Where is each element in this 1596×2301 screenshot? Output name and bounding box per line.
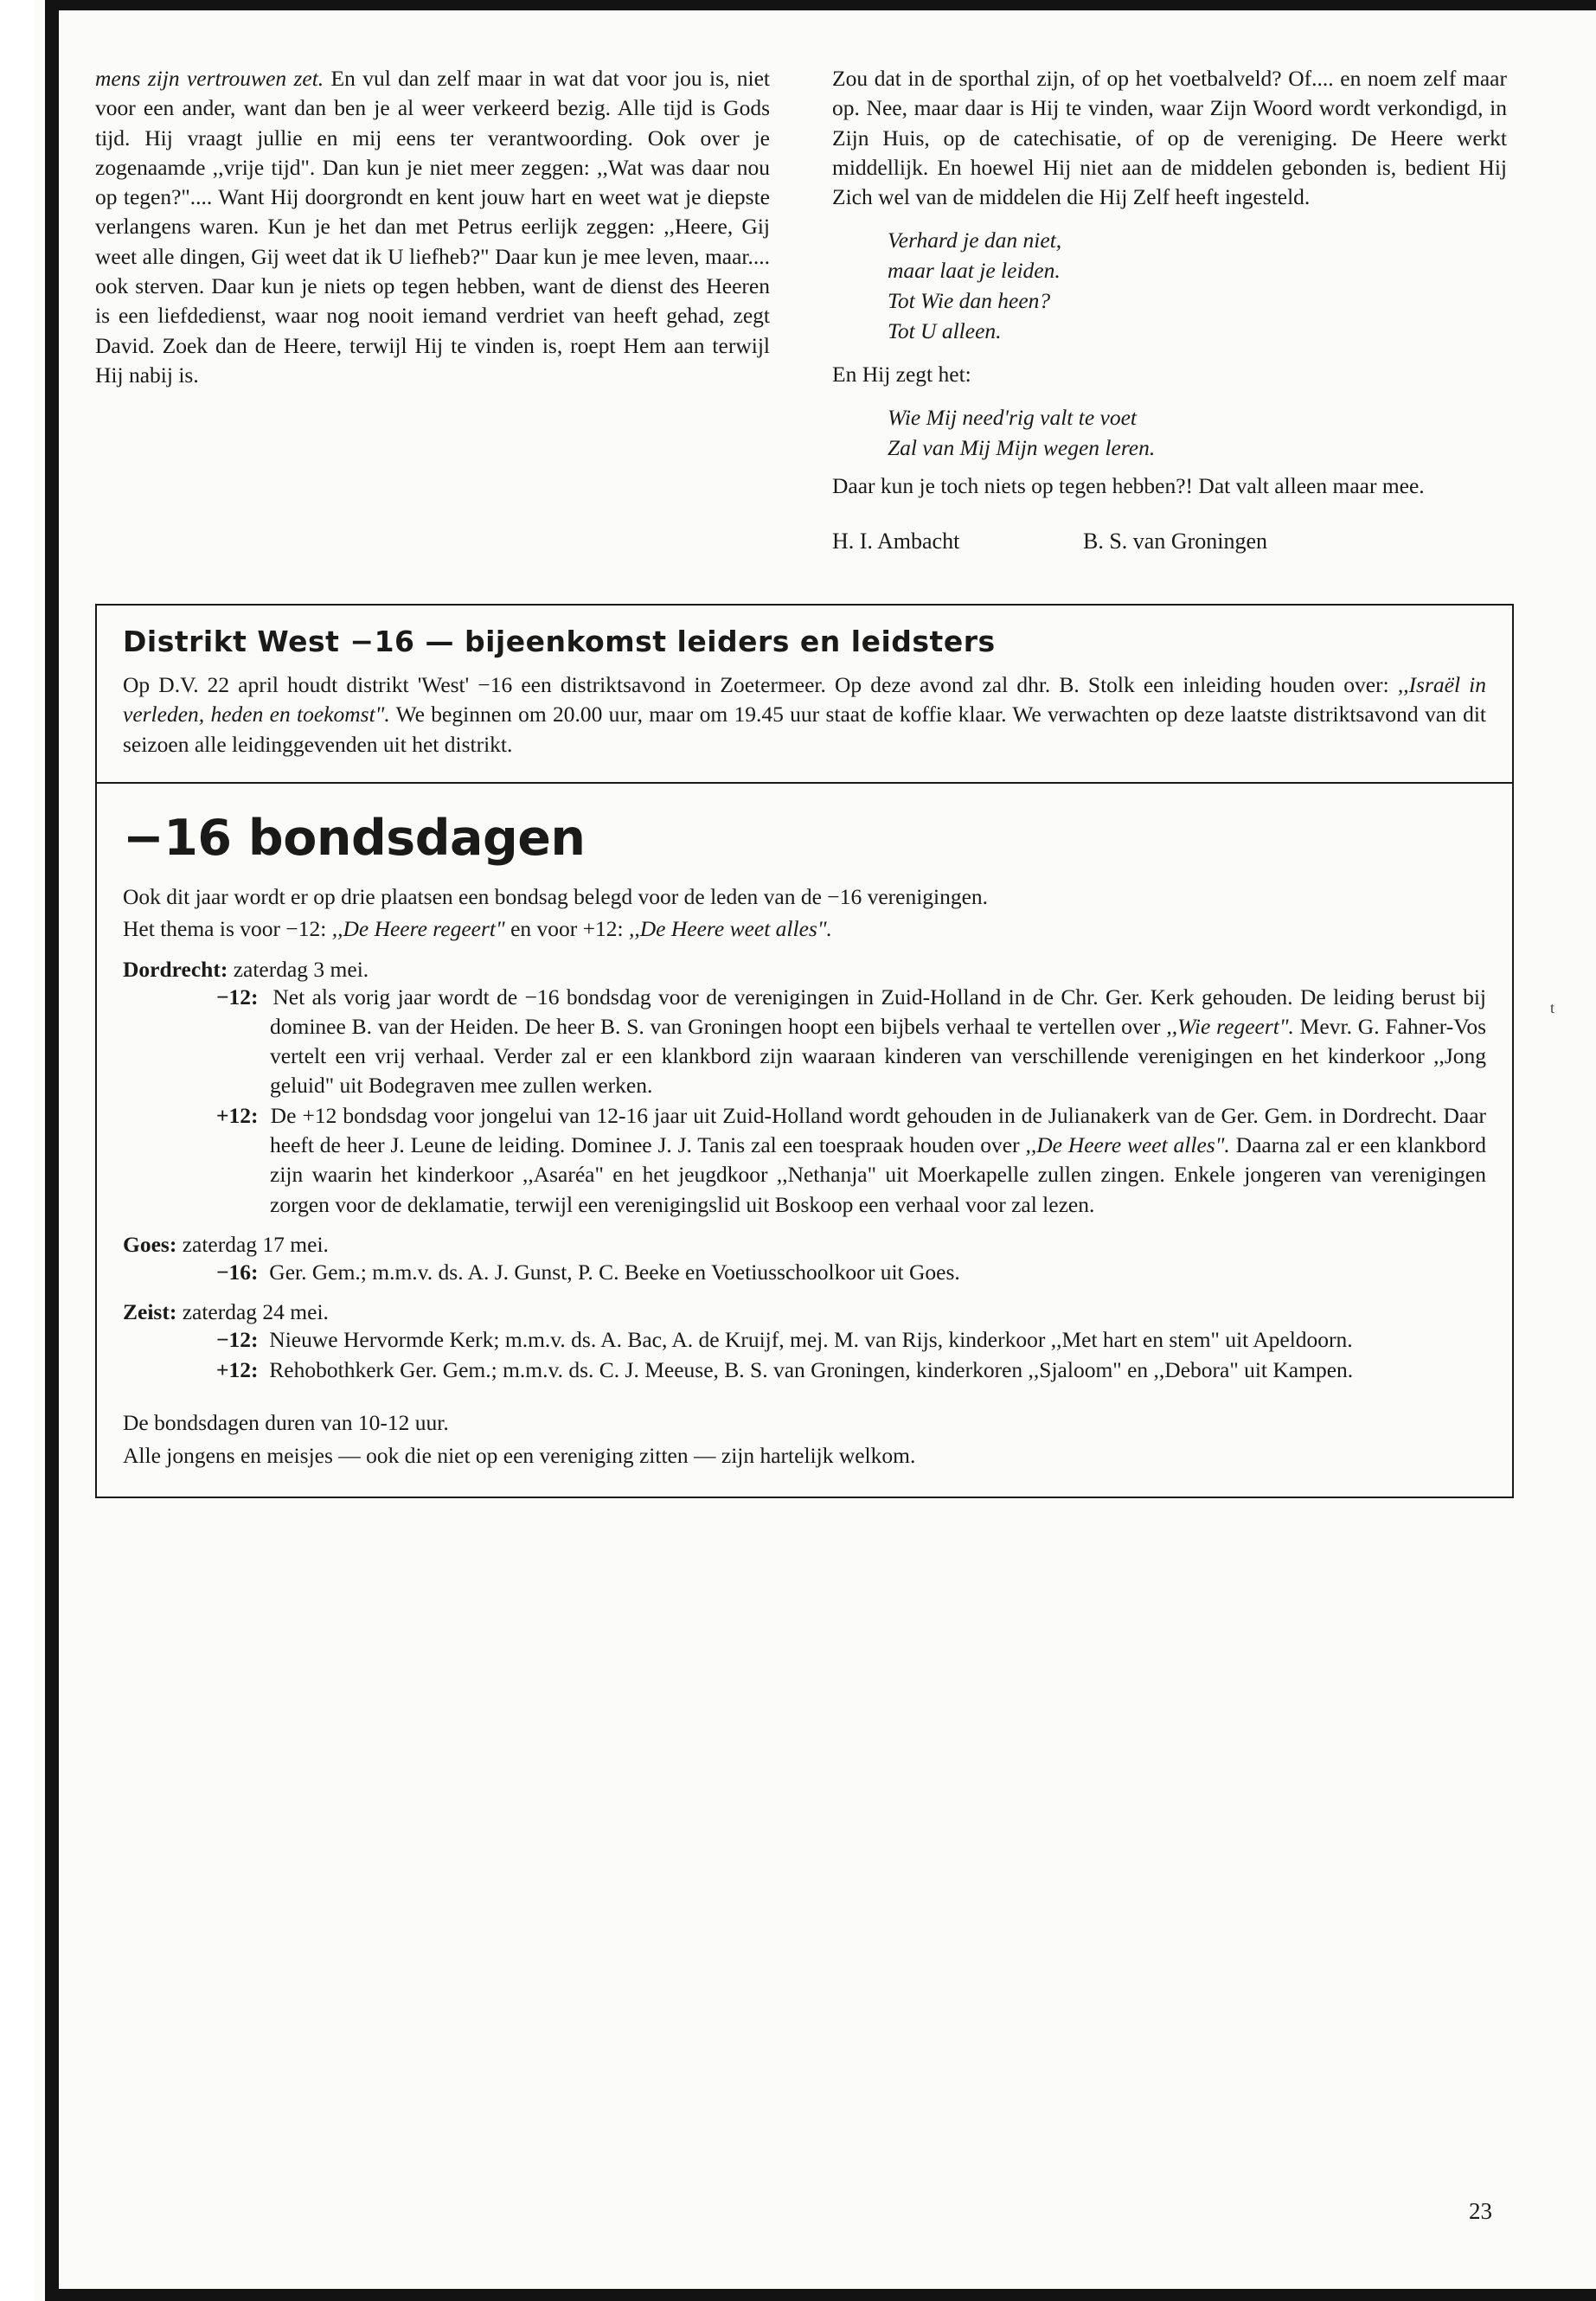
article-columns	[95, 64, 1514, 557]
right-column-tail: Daar kun je toch niets op tegen hebben?! Dat valt alleen maar mee.	[832, 472, 1425, 498]
stray-ink-mark: t	[1549, 999, 1554, 1016]
entry-marker: +12:	[216, 1102, 259, 1128]
entry-marker: +12:	[216, 1356, 259, 1382]
entry-italic-1: ,,De Heere weet alles".	[1025, 1132, 1230, 1158]
verse-line: Verhard je dan niet,	[888, 228, 1062, 253]
bondsdagen-closing-2: Alle jongens en meisjes — ook die niet op een vereniging zitten — zijn hartelijk welkom.	[123, 1442, 916, 1468]
city-name: Goes:	[123, 1231, 177, 1257]
city-entry	[216, 1356, 1486, 1385]
page-number: 23	[1469, 2198, 1492, 2224]
verse-line: maar laat je leiden.	[888, 258, 1061, 284]
city-name: Zeist:	[123, 1299, 177, 1325]
verse-block-one	[888, 226, 1507, 346]
district-box-body	[123, 670, 1486, 760]
bondsdagen-closing-1: De bondsdagen duren van 10-12 uur.	[123, 1409, 449, 1435]
page-top-edge	[45, 0, 1596, 10]
bondsdagen-title: −16 bondsdagen	[123, 809, 586, 867]
district-box-title: Distrikt West −16 — bijeenkomst leiders en leidsters	[123, 625, 996, 659]
left-column-body: En vul dan zelf maar in wat dat voor jou is, niet voor een ander, want dan ben je al weer verkeerd bezig. Alle tijd is Gods tijd. Hij vraagt jullie en mij eens ter verantwoording. Ook over je zogenaamde ,,vrije tijd". Dan kun je niet meer zeggen: ,,Wat was daar nou op tegen?".... Want Hij doorgrondt en kent jouw hart en weet wat je diepste verlangens waren. Kun je het dan met Petrus eerlijk zeggen: ,,Heere, Gij weet alle dingen, Gij weet dat ik U liefheb?" Daar kun je mee leven, maar.... ook sterven. Daar kun je niets op tegen hebben, want de dienst des Heeren is een liefdedienst, waar nog nooit iemand verdriet van heeft gehad, zegt David. Zoek dan de Heere, terwijl Hij te vinden is, roept Hem aan terwijl Hij nabij is.	[95, 66, 770, 388]
article-signature	[832, 527, 1507, 557]
entry-text-2: Mevr. G. Fahner-Vos vertelt een vrij verhaal. Verder zal er een klankbord zijn waaraan kinderen van verschillende verenigingen en het kinderkoor ,,Jong geluid" uit Bodegraven mee zullen werken.	[270, 1013, 1486, 1099]
signature-place: H. I. Ambacht	[832, 529, 960, 554]
entry-text-1: De +12 bondsdag voor jongelui van 12-16 jaar uit Zuid-Holland wordt gehouden in de Julianakerk van de Ger. Gem. in Dordrecht. Daar heeft de heer J. Leune de leiding. Dominee J. J. Tanis zal een toespraak houden over	[270, 1102, 1487, 1158]
city-heading	[123, 1299, 1486, 1325]
city-name: Dordrecht:	[123, 956, 228, 982]
theme-prefix: Het thema is voor −12:	[123, 916, 332, 942]
entry-text-1: Rehobothkerk Ger. Gem.; m.m.v. ds. C. J. Meeuse, B. S. van Groningen, kinderkoren ,,Sjaloom" en ,,Debora" uit Kampen.	[269, 1356, 1354, 1382]
verse-block-two	[888, 403, 1507, 463]
district-body-italic: ,,Israël in verleden, heden en toekomst".	[123, 672, 1487, 727]
district-announcement-box	[95, 604, 1514, 784]
city-entry	[216, 983, 1486, 1101]
entry-text-1: Ger. Gem.; m.m.v. ds. A. J. Gunst, P. C. Beeke en Voetiusschoolkoor uit Goes.	[269, 1259, 960, 1285]
city-heading	[123, 1232, 1486, 1258]
article-catchword: mens zijn vertrouwen zet.	[95, 66, 324, 91]
page-content	[95, 64, 1514, 1498]
article-right-column	[832, 64, 1507, 557]
city-date: zaterdag 17 mei.	[176, 1231, 329, 1257]
city-heading	[123, 957, 1486, 983]
entry-text-1: Net als vorig jaar wordt de −16 bondsdag voor de verenigingen in Zuid-Holland in de Chr. Ger. Kerk gehouden. De leiding berust bij dominee B. van der Heiden. De heer B. S. van Groningen hoopt een bijbels verhaal te vertellen over	[270, 984, 1486, 1039]
theme-middle: en voor +12:	[504, 916, 629, 942]
page-spine-shadow	[45, 0, 59, 2301]
city-date: zaterdag 3 mei.	[228, 956, 369, 982]
entry-text-2: Daarna zal er een klankbord zijn waarin het kinderkoor ,,Asaréa" en het jeugdkoor ,,Nethanja" uit Moerkapelle zullen zingen. Enkele jongeren van verenigingen zorgen voor de deklamatie, terwijl een verenigingslid uit Boskoop een verhaal voor zal lezen.	[270, 1132, 1486, 1217]
left-column-paragraph	[95, 64, 770, 390]
bondsdagen-box	[95, 784, 1514, 1498]
city-entry	[216, 1325, 1486, 1355]
bondsdagen-intro: Ook dit jaar wordt er op drie plaatsen een bondsag belegd voor de leden van de −16 verenigingen.	[123, 883, 989, 909]
entry-marker: −16:	[216, 1259, 259, 1285]
city-date: zaterdag 24 mei.	[176, 1299, 329, 1325]
district-body-part1: Op D.V. 22 april houdt distrikt 'West' −16 een distriktsavond in Zoetermeer. Op deze avond zal dhr. B. Stolk een inleiding houden over:	[123, 672, 1398, 698]
signature-author: B. S. van Groningen	[1083, 529, 1268, 554]
page-left-margin	[0, 0, 35, 2301]
verse-line: Wie Mij need'rig valt te voet	[888, 405, 1137, 431]
theme-italic-2: ,,De Heere weet alles".	[628, 916, 832, 942]
district-body-part2: We beginnen om 20.00 uur, maar om 19.45 uur staat de koffie klaar. We verwachten op deze laatste distriktsavond van dit seizoen alle leidinggevenden uit het distrikt.	[123, 702, 1486, 757]
verse-line: Tot U alleen.	[888, 317, 1002, 343]
entry-marker: −12:	[216, 984, 259, 1009]
entry-italic-1: ,,Wie regeert".	[1166, 1013, 1294, 1039]
verse-line: Tot Wie dan heen?	[888, 287, 1051, 313]
verse-lead-in: En Hij zegt het:	[832, 362, 971, 388]
theme-italic-1: ,,De Heere regeert"	[331, 916, 505, 942]
bondsdagen-theme	[123, 914, 1486, 944]
right-column-body: Zou dat in de sporthal zijn, of op het voetbalveld? Of.... en noem zelf maar op. Nee, maar daar is Hij te vinden, waar Zijn Woord wordt verkondigd, in Zijn Huis, op de catechisatie, of op de vereniging. De Heere werkt middellijk. En hoewel Hij niet aan de middelen gebonden is, bedient Hij Zich wel van de middelen die Hij Zelf heeft ingesteld.	[832, 66, 1507, 210]
city-entry	[216, 1258, 1486, 1287]
entry-text-1: Nieuwe Hervormde Kerk; m.m.v. ds. A. Bac, A. de Kruijf, mej. M. van Rijs, kinderkoor ,,Met hart en stem" uit Apeldoorn.	[269, 1327, 1353, 1353]
city-entry	[216, 1101, 1486, 1220]
verse-line: Zal van Mij Mijn wegen leren.	[888, 435, 1156, 461]
entry-marker: −12:	[216, 1327, 259, 1353]
page-bottom-edge	[45, 2289, 1596, 2301]
article-left-column	[95, 64, 770, 390]
